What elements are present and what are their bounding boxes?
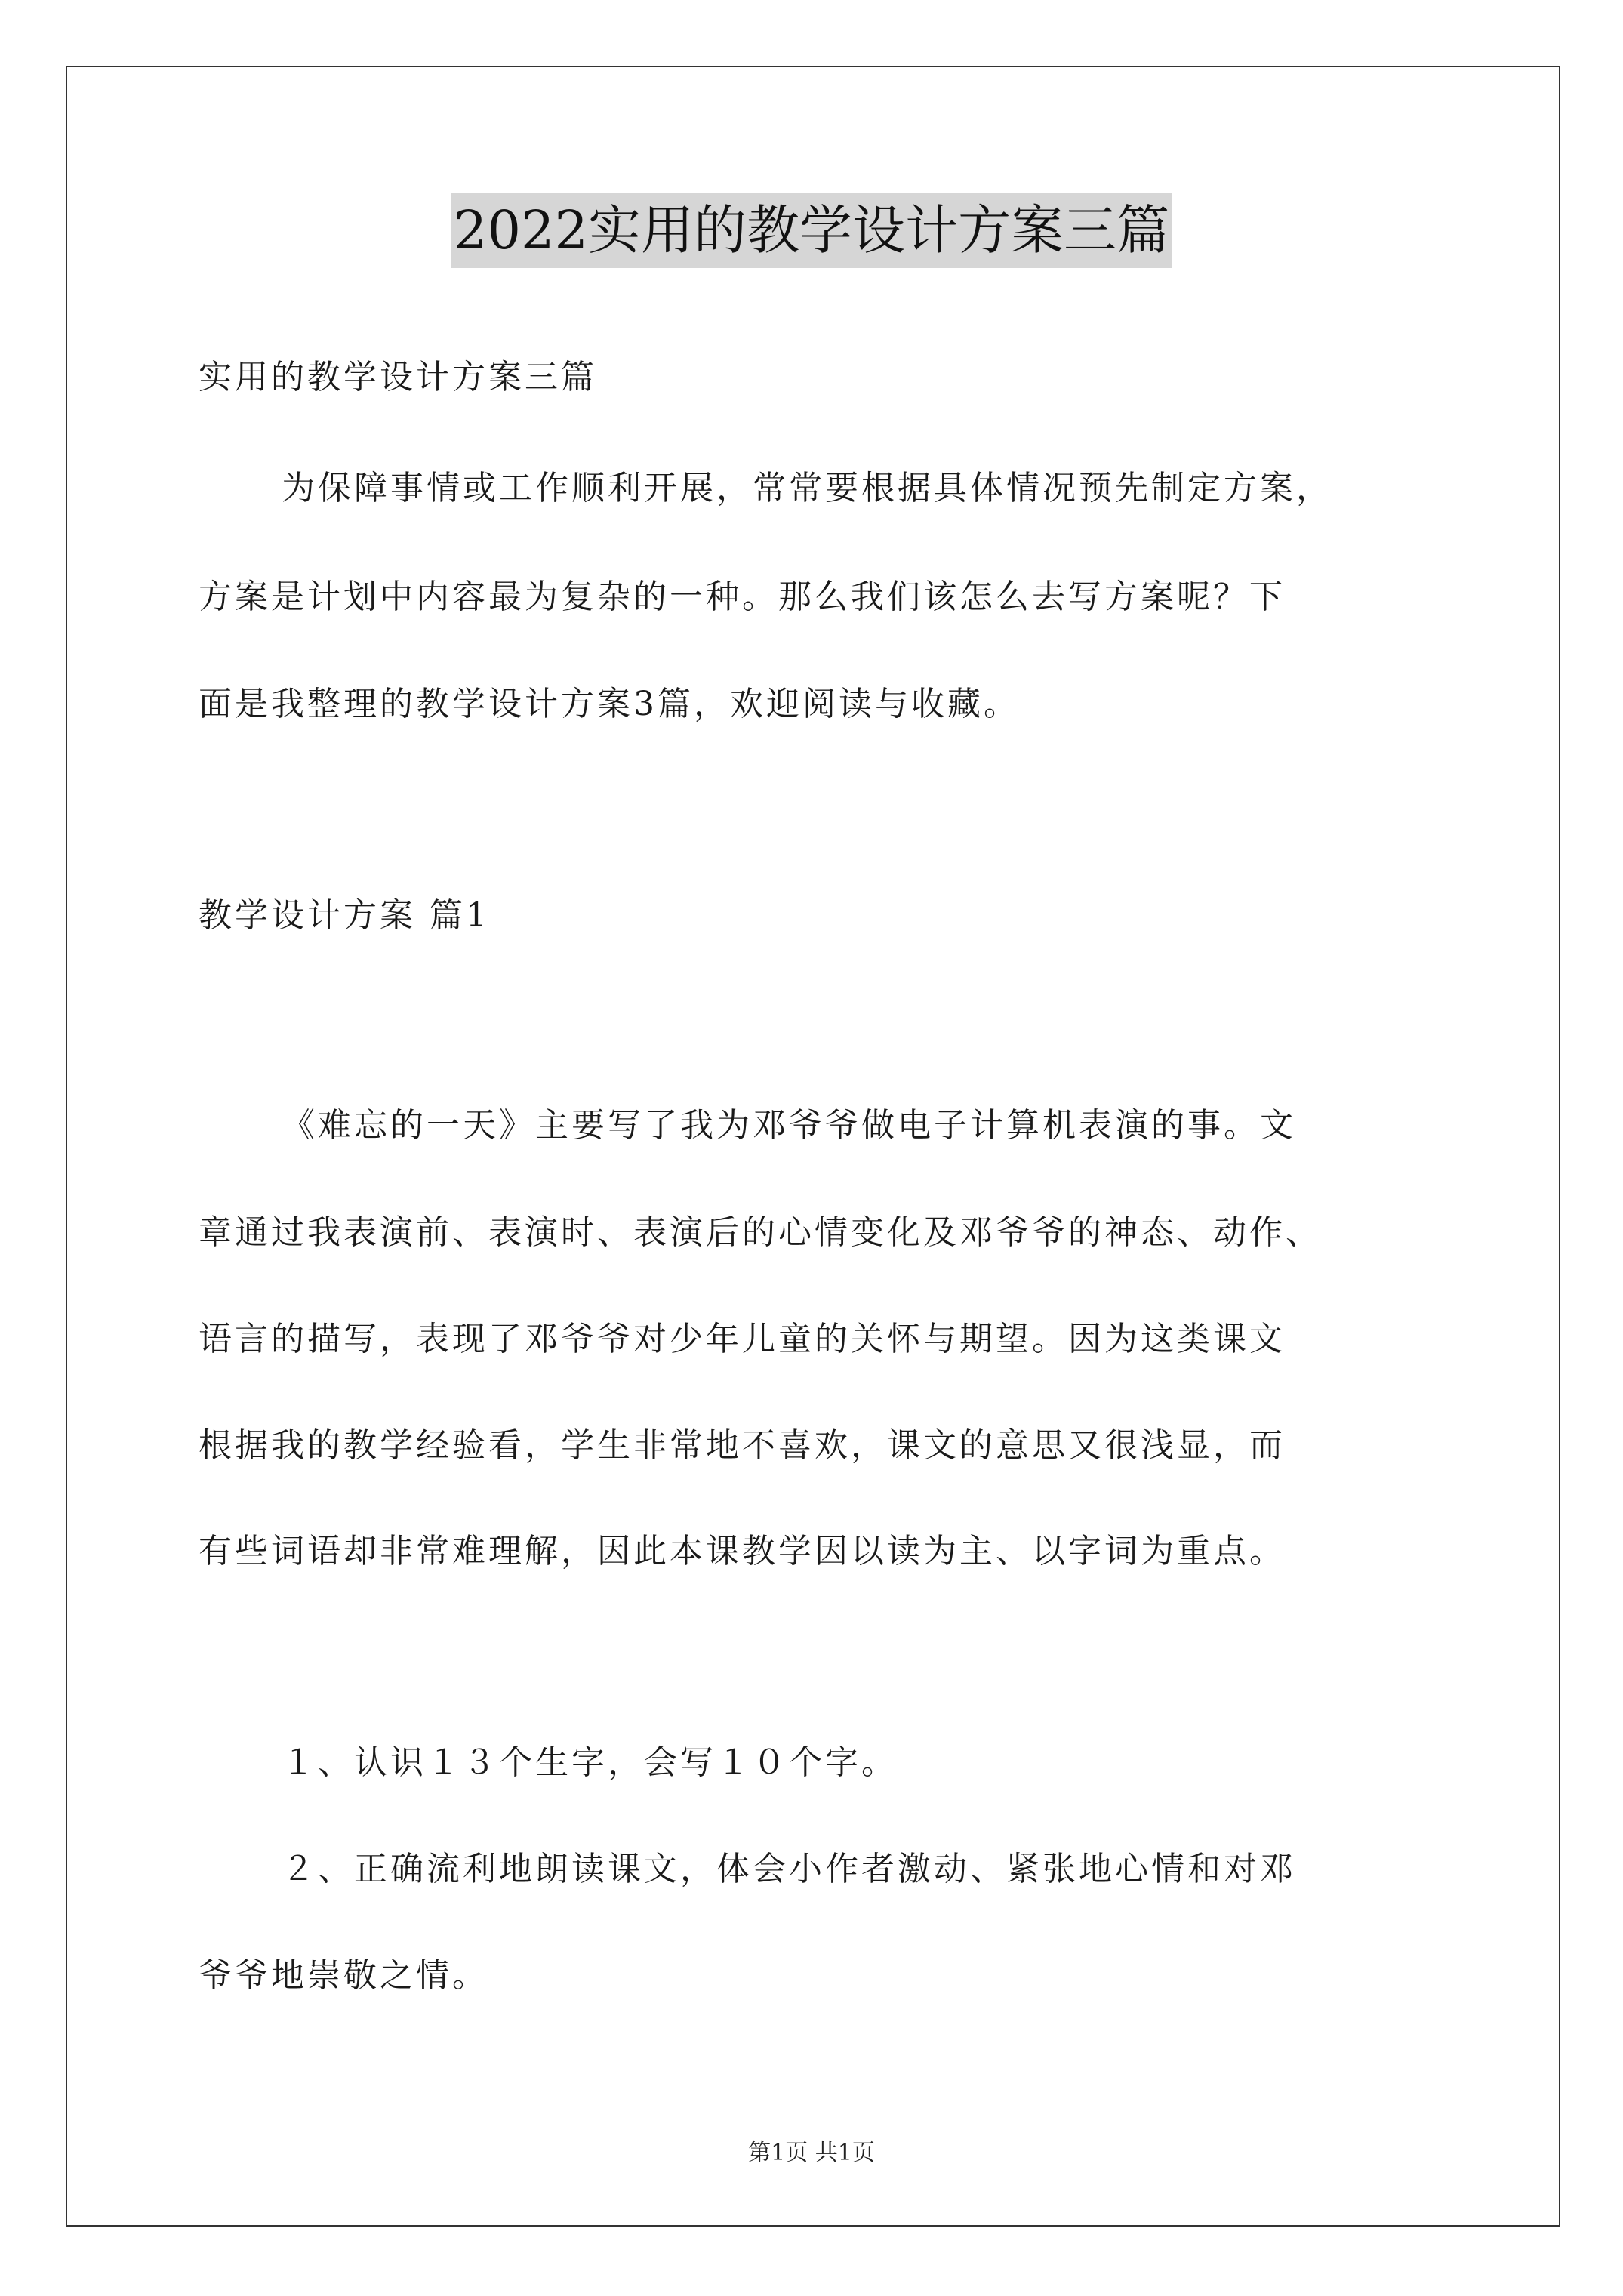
body-line-2: 章通过我表演前、表演时、表演后的心情变化及邓爷爷的神态、动作、 bbox=[199, 1213, 1322, 1252]
goal-line-2: ２、正确流利地朗读课文，体会小作者激动、紧张地心情和对邓 bbox=[282, 1850, 1296, 1888]
body-line-5: 有些词语却非常难理解，因此本课教学因以读为主、以字词为重点。 bbox=[199, 1532, 1286, 1570]
body-line-4: 根据我的教学经验看，学生非常地不喜欢，课文的意思又很浅显，而 bbox=[199, 1426, 1286, 1465]
body-line-3: 语言的描写，表现了邓爷爷对少年儿童的关怀与期望。因为这类课文 bbox=[199, 1320, 1286, 1358]
document-subtitle: 实用的教学设计方案三篇 bbox=[199, 358, 597, 396]
document-title: 2022实用的教学设计方案三篇 bbox=[451, 193, 1172, 268]
intro-line-3: 面是我整理的教学设计方案3篇，欢迎阅读与收藏。 bbox=[199, 685, 1020, 723]
section-heading: 教学设计方案 篇1 bbox=[199, 896, 490, 935]
title-container bbox=[0, 193, 1623, 268]
page-footer: 第1页 共1页 bbox=[748, 2140, 875, 2166]
intro-line-1: 为保障事情或工作顺利开展，常常要根据具体情况预先制定方案， bbox=[282, 469, 1332, 507]
goal-line-3: 爷爷地崇敬之情。 bbox=[199, 1956, 488, 1995]
intro-line-2: 方案是计划中内容最为复杂的一种。那么我们该怎么去写方案呢？下 bbox=[199, 578, 1286, 616]
goal-line-1: １、认识１３个生字，会写１０个字。 bbox=[282, 1743, 898, 1782]
body-line-1: 《难忘的一天》主要写了我为邓爷爷做电子计算机表演的事。文 bbox=[282, 1106, 1296, 1145]
